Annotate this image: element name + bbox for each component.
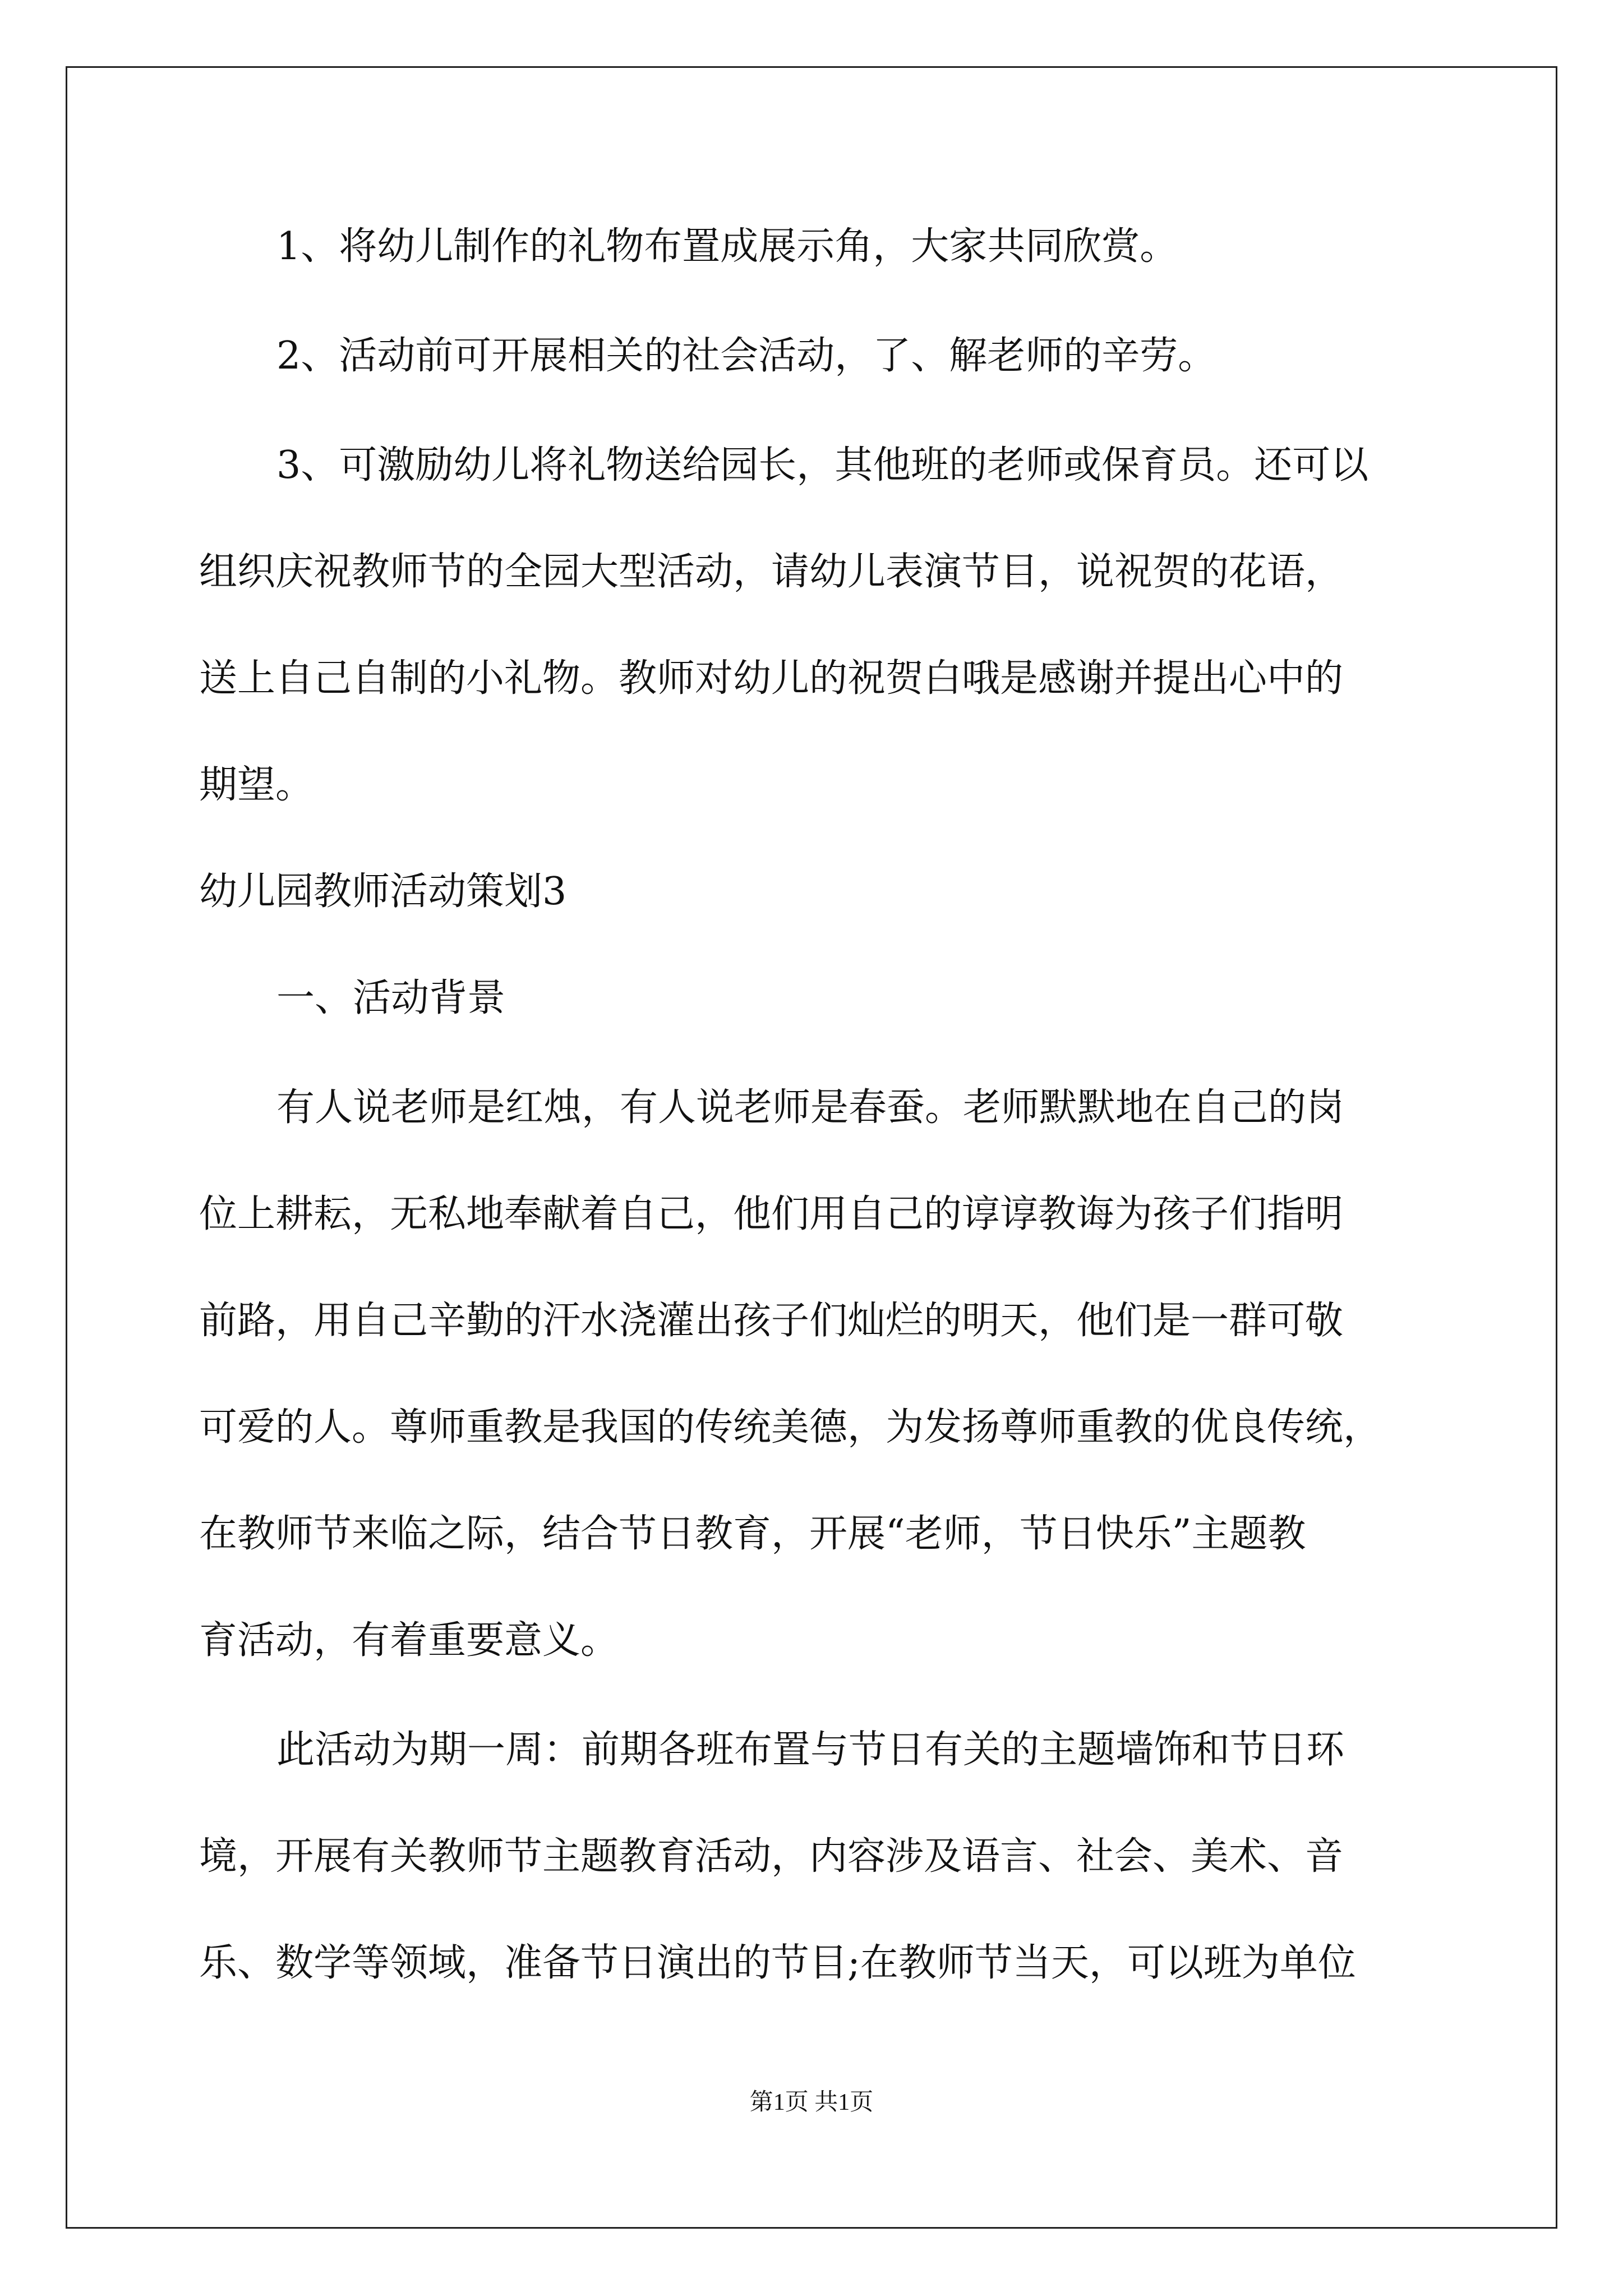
paragraph-line: 乐、数学等领域，准备节日演出的节目;在教师节当天，可以班为单位 bbox=[199, 1941, 1356, 1985]
paragraph-line: 育活动，有着重要意义。 bbox=[199, 1618, 619, 1663]
paragraph-line: 位上耕耘，无私地奉献着自己，他们用自己的谆谆教诲为孩子们指明 bbox=[199, 1192, 1344, 1236]
section-title: 幼儿园教师活动策划3 bbox=[199, 869, 567, 914]
paragraph-line: 前路，用自己辛勤的汗水浇灌出孩子们灿烂的明天，他们是一群可敬 bbox=[199, 1299, 1344, 1343]
paragraph-line: 此活动为期一周：前期各班布置与节日有关的主题墙饰和节日环 bbox=[276, 1728, 1345, 1772]
paragraph-line: 组织庆祝教师节的全园大型活动，请幼儿表演节目，说祝贺的花语， bbox=[199, 550, 1344, 594]
paragraph-line: 2、活动前可开展相关的社会活动，了、解老师的辛劳。 bbox=[276, 334, 1216, 378]
paragraph-line: 3、可激励幼儿将礼物送给园长，其他班的老师或保育员。还可以 bbox=[276, 443, 1369, 487]
paragraph-line: 1、将幼儿制作的礼物布置成展示角，大家共同欣赏。 bbox=[276, 224, 1178, 269]
paragraph-line: 送上自己自制的小礼物。教师对幼儿的祝贺白哦是感谢并提出心中的 bbox=[199, 656, 1344, 701]
paragraph-line: 有人说老师是红烛，有人说老师是春蚕。老师默默地在自己的岗 bbox=[276, 1085, 1345, 1130]
paragraph-line: 期望。 bbox=[199, 763, 314, 807]
paragraph-line: 在教师节来临之际，结合节日教育，开展“老师，节日快乐”主题教 bbox=[199, 1512, 1306, 1556]
paragraph-line: 境，开展有关教师节主题教育活动，内容涉及语言、社会、美术、音 bbox=[199, 1834, 1344, 1879]
page-number-footer: 第1页 共1页 bbox=[749, 2090, 874, 2115]
section-heading: 一、活动背景 bbox=[276, 976, 506, 1020]
paragraph-line: 可爱的人。尊师重教是我国的传统美德，为发扬尊师重教的优良传统， bbox=[199, 1405, 1382, 1450]
